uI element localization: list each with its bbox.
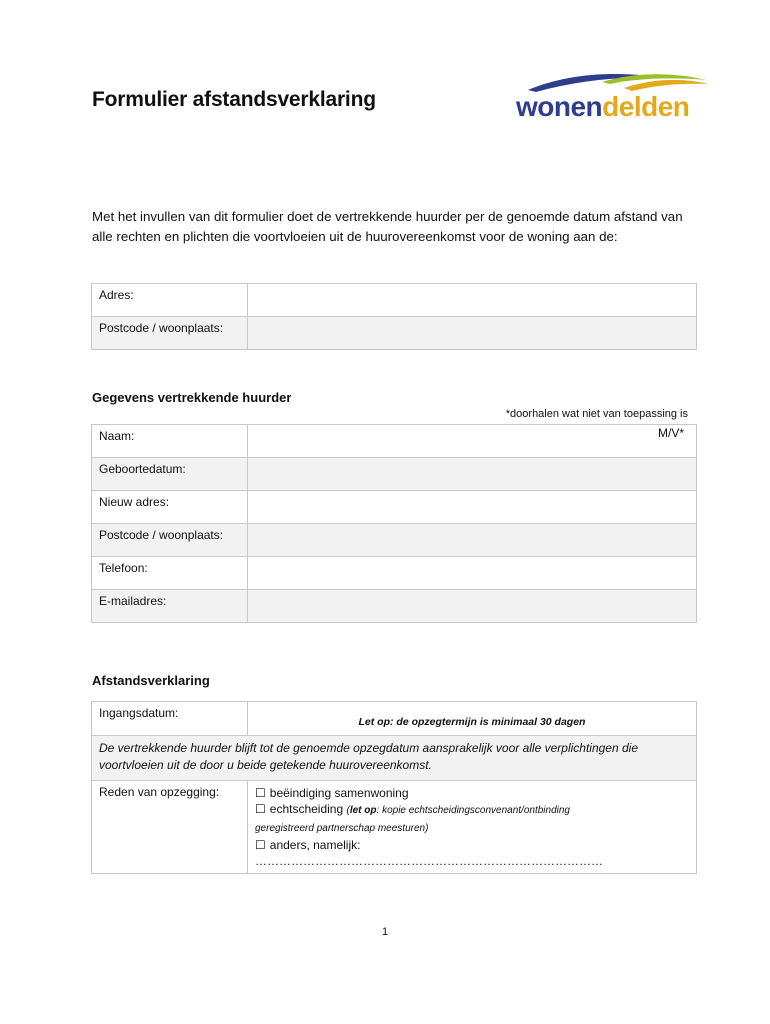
- email-label: E-mailadres:: [92, 590, 248, 623]
- birthdate-label: Geboortedatum:: [92, 458, 248, 491]
- table-row: [92, 736, 697, 781]
- svg-text:wonendelden: [515, 91, 689, 122]
- table-row: [92, 781, 697, 874]
- company-logo: [514, 70, 710, 122]
- address-table: [91, 283, 697, 350]
- name-input[interactable]: [248, 425, 697, 458]
- address-input[interactable]: [248, 284, 697, 317]
- checkbox-icon[interactable]: ☐: [255, 838, 266, 852]
- option-other[interactable]: [255, 837, 689, 869]
- note-prefix: let op: [349, 805, 377, 816]
- intro-text: Met het invullen van dit formulier doet de vertrekkende huurder per de genoemde datum afstand van alle rechten en plichten die voortvloeien uit de huurovereenkomst voor de woning aan de:: [92, 209, 683, 244]
- checkbox-icon[interactable]: ☐: [255, 802, 266, 816]
- table-row: [92, 491, 697, 524]
- table-row: [92, 702, 697, 736]
- table-row: [92, 458, 697, 491]
- new-address-input[interactable]: [248, 491, 697, 524]
- strike-note: *doorhalen wat niet van toepassing is: [505, 408, 688, 420]
- option-label: beëindiging samenwoning: [269, 786, 409, 800]
- table-row: [92, 317, 697, 350]
- declaration-heading: Afstandsverklaring: [92, 673, 210, 688]
- address-label: Adres:: [92, 284, 248, 317]
- declaration-table: [91, 701, 697, 874]
- table-row: [92, 557, 697, 590]
- phone-input[interactable]: [248, 557, 697, 590]
- option-end-cohabitation[interactable]: [255, 785, 689, 801]
- new-address-label: Nieuw adres:: [92, 491, 248, 524]
- note-text-a: : kopie echtscheidingsconvenant/ontbinding: [376, 805, 570, 816]
- tenant-table: [91, 424, 697, 623]
- new-postcode-label: Postcode / woonplaats:: [92, 524, 248, 557]
- logo-swoosh-yellow: [624, 80, 708, 91]
- table-row: [92, 284, 697, 317]
- gender-selector[interactable]: M/V*: [657, 426, 684, 440]
- reason-options: [248, 781, 697, 874]
- phone-label: Telefoon:: [92, 557, 248, 590]
- note-text-b: geregistreerd partnerschap meesturen): [255, 823, 429, 834]
- email-input[interactable]: [248, 590, 697, 623]
- liability-text: De vertrekkende huurder blijft tot de genoemde opzegdatum aansprakelijk voor alle verplichtingen die voortvloeien uit de door u beide getekende huurovereenkomst.: [92, 736, 697, 781]
- logo-text-delden: delden: [602, 91, 690, 122]
- new-postcode-input[interactable]: [248, 524, 697, 557]
- birthdate-input[interactable]: [248, 458, 697, 491]
- start-date-label: Ingangsdatum:: [92, 702, 248, 736]
- page-number: 1: [381, 926, 389, 938]
- table-row: [92, 524, 697, 557]
- notice-warning: Let op: de opzegtermijn is minimaal 30 dagen: [358, 716, 586, 728]
- checkbox-icon[interactable]: ☐: [255, 786, 266, 800]
- name-label: Naam:: [92, 425, 248, 458]
- table-row: [92, 425, 697, 458]
- postcode-input[interactable]: [248, 317, 697, 350]
- option-divorce[interactable]: [255, 801, 689, 819]
- reason-label: Reden van opzegging:: [92, 781, 248, 874]
- start-date-input[interactable]: [248, 702, 697, 736]
- divorce-note: (let op: kopie echtscheidingsconvenant/ontbinding: [346, 805, 570, 816]
- postcode-label: Postcode / woonplaats:: [92, 317, 248, 350]
- option-label: echtscheiding: [269, 802, 344, 816]
- logo-text-wonen: wonen: [516, 91, 603, 122]
- page-title: Formulier afstandsverklaring: [92, 88, 376, 111]
- option-label: anders, namelijk: ……………………………………………………………………………: [255, 838, 603, 868]
- table-row: [92, 590, 697, 623]
- tenant-heading: Gegevens vertrekkende huurder: [92, 390, 292, 405]
